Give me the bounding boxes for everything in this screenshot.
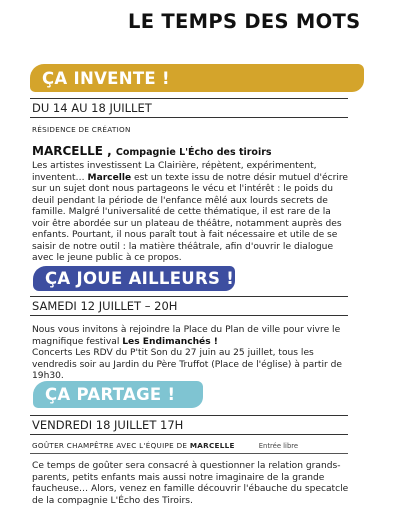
company-separator: ,: [102, 144, 116, 158]
company-name: MARCELLE: [32, 144, 103, 158]
joue-p1-part1: Nous vous invitons à rejoindre la Place du Plan de ville pour vivre le magnifique festival: [32, 325, 341, 347]
residence-label: RÉSIDENCE DE CRÉATION: [32, 125, 131, 134]
concerts-paragraph: Concerts Les RDV du P'tit Son du 27 juin au 25 juillet, tous les vendredis soir au Jardin du Père Truffot (Place de l'église) à partir de 19h30.: [32, 348, 342, 381]
festival-name: Les Endimanchés !: [122, 336, 218, 347]
invente-desc-part2: est un texte issu de notre désir mutuel d'écrire sur un sujet dont nous partageons le vécu et l'intérêt : le poids du deuil pendant la période de l'enfance mêlé aux lourds secrets de famille. Malgré l'universalité de cette thématique, il est rare de la voir être abordée sur un plateau de théâtre, notamment auprès des enfants. Pourtant, il nous paraît tout à fait nécessaire et utile de se saisir de notre outil : la matière théâtrale, afin d'ouvrir le dialogue avec le jeune public à ce propos.: [32, 172, 349, 263]
entry-free-label: Entrée libre: [258, 442, 299, 450]
partage-description: Ce temps de goûter sera consacré à questionner la relation grands-parents, petits enfants mais aussi notre imaginaire de la grande faucheuse… Alors, venez en famille découvrir l'ébauche du specatcle de la compagnie L'Écho des Tiroirs.: [32, 461, 349, 506]
date-row-joue: SAMEDI 12 JUILLET – 20H: [30, 296, 348, 316]
gouter-marcelle: MARCELLE: [189, 441, 235, 450]
page-title: LE TEMPS DES MOTS: [128, 10, 361, 33]
divider: [30, 453, 348, 454]
joue-paragraph: [32, 325, 350, 348]
invente-desc-part1: Les artistes investissent La Clairière, répètent, expérimentent, inventent…: [32, 161, 317, 183]
company-subtitle: Compagnie L'Écho des tiroirs: [115, 147, 272, 158]
banner-ca-invente: ÇA INVENTE !: [30, 64, 364, 92]
invente-desc-bold: Marcelle: [87, 172, 132, 183]
invente-description: [32, 161, 350, 265]
banner-ca-joue-ailleurs: ÇA JOUE AILLEURS !: [33, 266, 235, 291]
date-row-invente: DU 14 AU 18 JUILLET: [30, 98, 348, 118]
gouter-label: GOÛTER CHAMPÊTRE AVEC L'ÉQUIPE DE: [32, 441, 190, 450]
date-row-partage: VENDREDI 18 JUILLET 17H: [30, 415, 348, 435]
company-heading: [32, 144, 272, 158]
banner-ca-partage: ÇA PARTAGE !: [33, 381, 203, 408]
gouter-line: [32, 441, 298, 450]
